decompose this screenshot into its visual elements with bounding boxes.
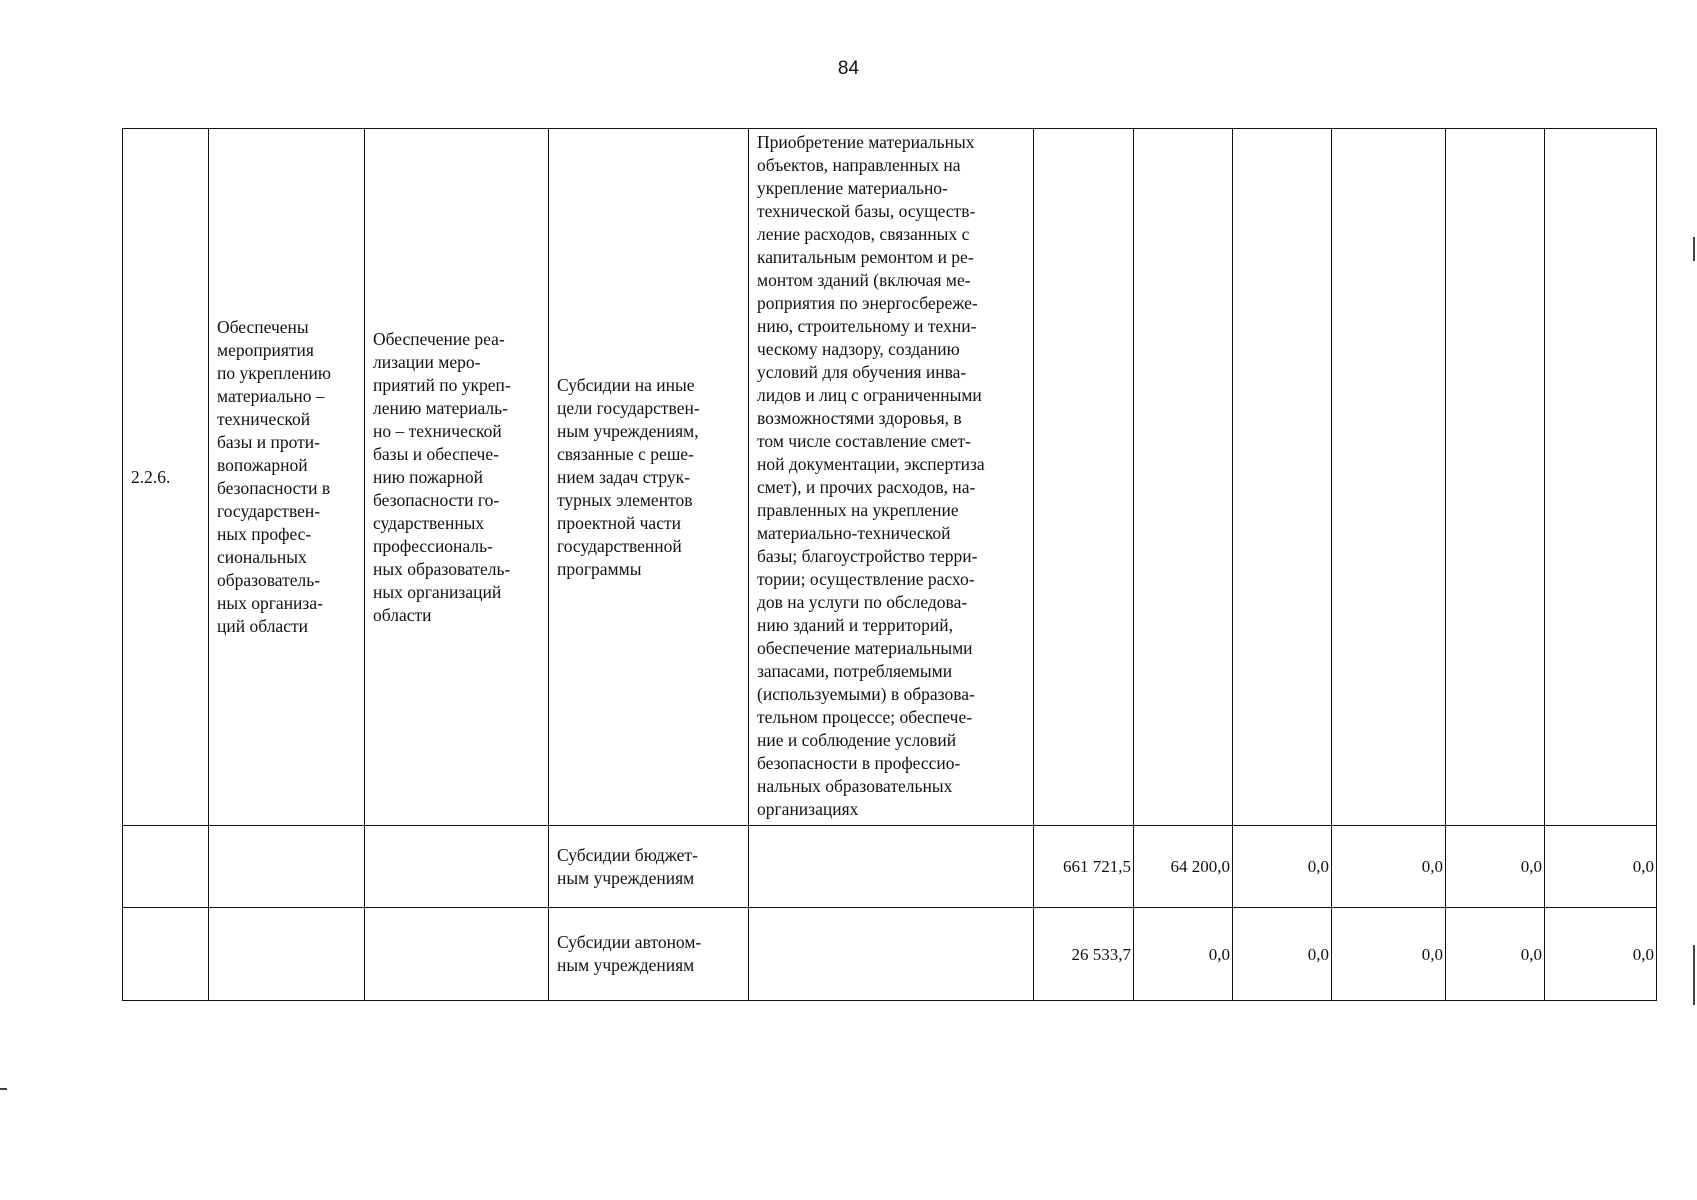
subsidy-type-cell [549,826,749,908]
value-cell [1233,129,1332,826]
budget-table [122,128,1657,1001]
value-cell: 0,0 [1332,908,1446,1001]
value-cell: 0,0 [1446,908,1545,1001]
empty-cell [209,908,365,1001]
value-cell [1545,129,1657,826]
table-row [123,908,1657,1001]
scan-artifact [1693,945,1695,1005]
value-cell: 0,0 [1545,908,1657,1001]
scan-artifact [1693,237,1695,261]
empty-cell [123,908,209,1001]
value-cell: 661 721,5 [1034,826,1134,908]
item-code: 2.2.6. [131,466,171,487]
value-cell: 26 533,7 [1034,908,1134,1001]
purpose-text: Приобретение материальных объектов, направленных на укрепление материально- технической базы, осуществ- ление расходов, связанных с капитальным ремонтом и ре- монтом зданий (включая ме- роприятия по энергосбереже- нию, строительному и техни- ческому надзору, созданию условий для обучения инва- лидов и лиц с ограниченными возможностями здоровья, в том числе составление смет- ной документации, экспертиза смет), и прочих расходов, на- правленных на укрепление материально-технической базы; благоустройство терри- тории; осуществление расхо- дов на услуги по обследова- нию зданий и территорий, обеспечение материальными запасами, потребляемыми (используемыми) в образова- тельном процессе; обеспече- ние и соблюдение условий безопасности в профессио- нальных образовательных организациях [757,132,985,819]
subsidy-type-text: Субсидии автоном- ным учреждениям [557,932,702,975]
empty-cell [749,908,1034,1001]
value-cell: 0,0 [1446,826,1545,908]
value-cell: 0,0 [1545,826,1657,908]
scan-artifact [0,1088,7,1090]
empty-cell [123,826,209,908]
subsidy-type-text: Субсидии на иные цели государствен- ным учреждениям, связанные с реше- нием задач струк- турных элементов проектной части государственной программы [557,374,700,579]
item-code-cell [123,129,209,826]
result-text: Обеспечены мероприятия по укреплению материально – технической базы и проти- вопожарной безопасности в государствен- ных профес- сиональных образователь- ных организа- ций области [217,317,331,636]
measure-cell [365,129,549,826]
purpose-cell [749,129,1034,826]
value-cell [1446,129,1545,826]
measure-text: Обеспечение реа- лизации меро- приятий по укреп- лению материаль- но – технической базы и обеспече- нию пожарной безопасности го- сударственных профессиональ- ных образователь- ных организаций области [373,328,511,625]
value-cell [1332,129,1446,826]
value-cell: 0,0 [1332,826,1446,908]
value-cell [1134,129,1233,826]
empty-cell [749,826,1034,908]
page-number: 84 [837,58,860,79]
empty-cell [209,826,365,908]
table-row [123,129,1657,826]
empty-cell [365,826,549,908]
value-cell: 0,0 [1134,908,1233,1001]
result-cell [209,129,365,826]
subsidy-type-cell [549,129,749,826]
table-row [123,826,1657,908]
empty-cell [365,908,549,1001]
subsidy-type-cell [549,908,749,1001]
value-cell [1034,129,1134,826]
value-cell: 64 200,0 [1134,826,1233,908]
value-cell: 0,0 [1233,826,1332,908]
value-cell: 0,0 [1233,908,1332,1001]
subsidy-type-text: Субсидии бюджет- ным учреждениям [557,844,698,888]
